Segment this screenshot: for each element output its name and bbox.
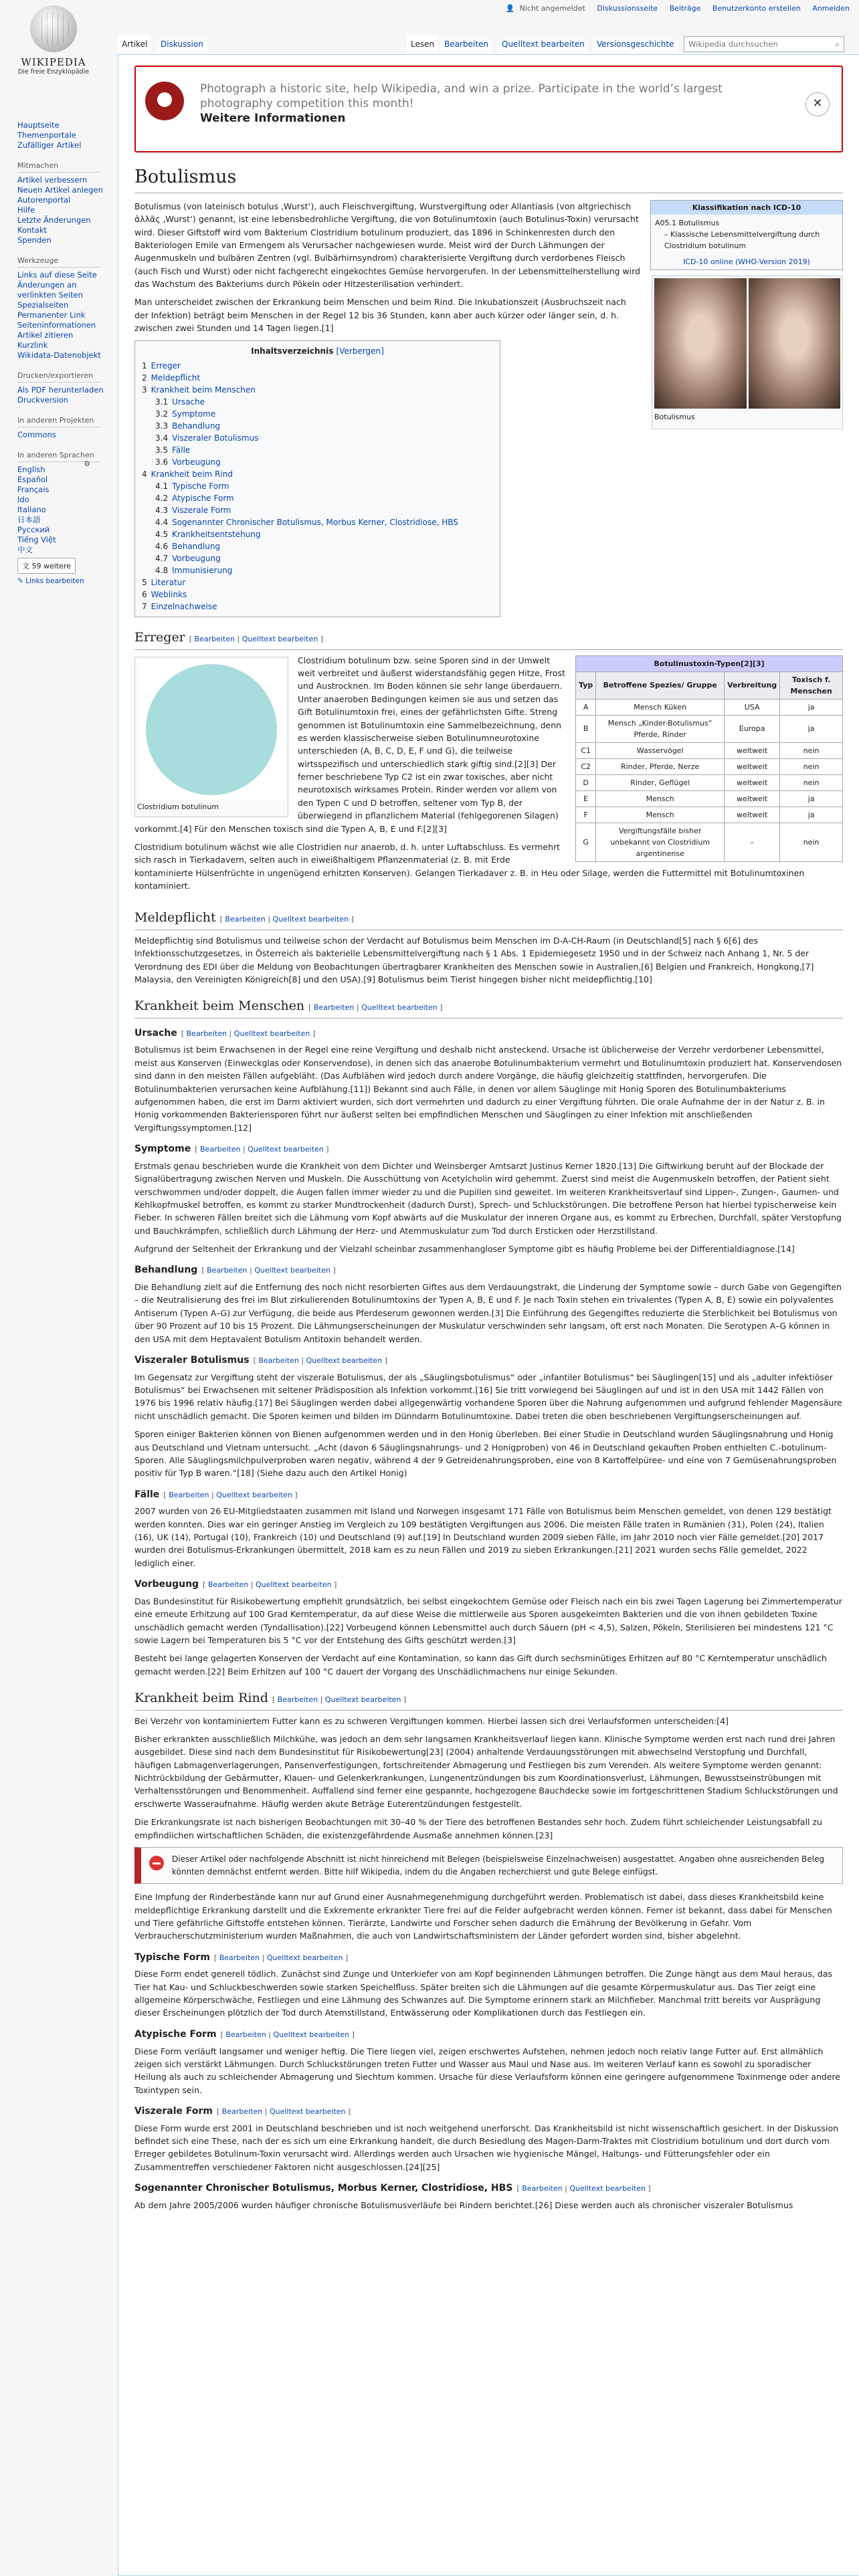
toc-entry[interactable] xyxy=(142,384,493,396)
subsection-heading: Fälle [ Bearbeiten | Quelltext bearbeiten ] xyxy=(134,1489,298,1500)
table-cell: D xyxy=(576,775,596,791)
sidebar-item[interactable]: Spenden xyxy=(17,235,52,245)
toc-link[interactable]: Fälle xyxy=(172,445,191,455)
edit-section-link[interactable]: Bearbeiten xyxy=(186,1029,227,1038)
banner-text: Photograph a historic site, help Wikipedia, and win a prize. Participate in the world’s largest photography competition this month! xyxy=(200,82,723,110)
table-cell: weltweit xyxy=(725,758,780,774)
page-tabs xyxy=(118,27,859,54)
table-cell: USA xyxy=(725,699,780,715)
sidebar-item[interactable]: Kontakt xyxy=(17,225,47,235)
sidebar-item[interactable]: Letzte Änderungen xyxy=(17,215,91,225)
toc-number: 7 xyxy=(142,602,147,612)
edit-source-link[interactable]: Quelltext bearbeiten xyxy=(216,1490,292,1499)
edit-source-link[interactable]: Quelltext bearbeiten xyxy=(256,1580,332,1590)
paragraph: Diese Form endet generell tödlich. Zunächst sind Zunge und Unterkiefer von am Kopf beginnenden Lähmungen betroffen. Die Zunge hängt aus dem Maul heraus, das Tier hat Kau- und Schluckbeschwerden sowie starken Speichelfluss. Später breiten sich die Lähmungen auf die gesamte Körpermuskulatur aus. Das Tier zeigt eine allgemeine Körperschwäche, Festliegen und eine Lähmung des Schwanzes auf. Die Symptome erinnern stark an Milchfieber. Manchmal tritt bereits vor Ausprägung dieser Erscheinungen plötzlich der Tod durch Atemstillstand, Entwässerung oder Komplikationen durch das Festliegen ein. xyxy=(134,1969,832,2018)
subsection-heading: Atypische Form [ Bearbeiten | Quelltext bearbeiten ] xyxy=(134,2028,355,2040)
paragraph: Botulismus ist beim Erwachsenen in der Regel eine reine Vergiftung und deshalb nicht ansteckend. Ursache ist üblicherweise der Verzehr verdorbener Lebensmittel, meist aus Konserven (Einweckglas oder Konservendose), in denen sich das anaerobe Botulinumbakterium vermehrt und Botulinumtoxin produziert hat. Konservendosen sind dann in den meisten Fällen aufgebläht. (Das Aufblähen wird jedoch durch andere Vorgänge, die häufig gleichzeitig stattfinden, hervorgerufen. Die Botulinumbakterien verursachen keine Aufblähung.[11]) Bekannt sind auch Fälle, in denen vor allem Säuglinge mit Honig Sporen des Botulinumbakteriums aufgenommen haben, die erst im Darm aktiviert wurden, sich dort vermehrten und dadurch zu einer Vergiftung führten. Die orale Aufnahme der in der Natur z. B. in Honig vorkommenden Bakteriensporen führt nur äußerst selten bei empfindlichen Menschen und Säuglingen zu einer Infektion mit anschließenden Vergiftungssymptomen.[12] xyxy=(134,1045,842,1133)
contributions-link[interactable]: Beiträge xyxy=(669,4,701,13)
lang-link[interactable]: 中文 xyxy=(17,545,33,554)
paragraph: Im Gegensatz zur Vergiftung steht der viszerale Botulismus, der als „Säuglingsbotulismus“ oder „infantiler Botulismus“ bei Säuglingen[15] und als „adulter infektiöser Botulismus“ bei Erwachsenen mit seltener Prädisposition als Infektion vorkommt.[16] Sie tritt vorwiegend bei Säuglingen auf und ist in den USA mit 1442 Fällen von 1976 bis 1996 relativ häufig.[17] Bei Säuglingen werden dabei allgegenwärtig vorhandene Sporen über die Nahrung aufgenommen und aufgrund fehlender Magensäure nicht unschädlich gemacht. Die Sporen keimen und bilden im Dünndarm Botulinumtoxine. Dabei treten die oben beschriebenen Vergiftungserscheinungen auf. xyxy=(134,1372,842,1421)
edit-source-link[interactable]: Quelltext bearbeiten xyxy=(272,915,349,924)
edit-section-link[interactable]: Bearbeiten xyxy=(277,1695,318,1705)
edit-source-link[interactable]: Quelltext bearbeiten xyxy=(361,1003,438,1012)
sidebar-other-projects xyxy=(0,416,114,440)
toc-number: 4.3 xyxy=(155,506,169,516)
toc-entry[interactable] xyxy=(142,540,493,552)
sidebar-item-commons[interactable]: Commons xyxy=(17,430,56,439)
botulism-photo[interactable] xyxy=(652,276,843,429)
table-cell: Rinder, Geflügel xyxy=(596,775,725,791)
figure-caption: Clostridium botulinum xyxy=(137,802,219,811)
table-row xyxy=(576,758,843,774)
toc-link[interactable]: Viszeraler Botulismus xyxy=(172,433,259,443)
paragraph: Erstmals genau beschrieben wurde die Krankheit von dem Dichter und Weinsberger Amtsarzt Justinus Kerner 1820.[13] Die Giftwirkung beruht auf der Blockade der Signalübertragung zwischen Nerven und Muskeln. Die Ausschüttung von Acetylcholin wird gehemmt. Zuerst sind meist die Augenmuskeln betroffen, der Patient sieht verschwommen und/oder doppelt, die Augen fallen immer wieder zu und die Pupillen sind geweitet. Im weiteren Krankheitsverlauf sind Lippen-, Zungen-, Gaumen- und Kehlkopfmuskel betroffen, es kommt zu starker Mundtrockenheit (dadurch Durst), Sprech- und Schluckstörungen. Die betroffene Person hat hierbei typischerweise kein Fieber. In schweren Fällen breitet sich die Lähmung vom Kopf abwärts auf die Muskulatur der inneren Organe aus, es kommt zu Erbrechen, Durchfall, später Verstopfung und Bauchkrämpfen, schließlich durch Lähmung der Herz- und Atemmuskulatur zum Tod durch Ersticken oder Herzstillstand. xyxy=(134,1160,842,1236)
table-cell: C2 xyxy=(576,758,596,774)
table-cell: weltweit xyxy=(725,742,780,758)
toc-link[interactable]: Ursache xyxy=(172,397,205,407)
sidebar-item[interactable]: Seiteninformationen xyxy=(17,320,96,330)
table-header: Verbreitung xyxy=(725,671,780,699)
edit-section-link[interactable]: Bearbeiten xyxy=(219,1953,260,1962)
toc-entry[interactable] xyxy=(142,420,493,432)
toc-number: 3.1 xyxy=(155,397,169,407)
table-cell: ja xyxy=(780,807,843,823)
table-cell: Rinder, Pferde, Nerze xyxy=(596,758,725,774)
gear-icon[interactable]: ⚙ xyxy=(84,459,90,468)
toc-link[interactable]: Vorbeugung xyxy=(172,457,221,467)
table-row xyxy=(576,699,843,715)
toc-number: 3.2 xyxy=(155,409,169,419)
table-cell: B xyxy=(576,715,596,742)
toc-number: 3.5 xyxy=(155,445,169,455)
toc-entry[interactable] xyxy=(142,576,493,588)
sidebar-item[interactable]: Als PDF herunterladen xyxy=(17,385,104,395)
edit-links-link[interactable]: ✎ Links bearbeiten xyxy=(17,577,84,585)
lang-link[interactable]: Español xyxy=(17,475,48,484)
edit-section-link[interactable]: Bearbeiten xyxy=(221,2107,263,2116)
sidebar-heading-mitmachen: Mitmachen xyxy=(17,161,101,173)
search-input[interactable] xyxy=(684,36,844,52)
section-heading: Erreger [ Bearbeiten | Quelltext bearbeiten ] xyxy=(134,628,843,649)
not-logged-in: Nicht angemeldet xyxy=(519,4,585,13)
section-heading: Krankheit beim Rind [ Bearbeiten | Quelltext bearbeiten ] xyxy=(134,1689,843,1710)
section-heading: Krankheit beim Menschen [ Bearbeiten | Quelltext bearbeiten ] xyxy=(134,996,843,1018)
toc-number: 5 xyxy=(142,578,147,588)
toc-list xyxy=(142,360,493,613)
toc-number: 3 xyxy=(142,385,147,395)
edit-source-link[interactable]: Quelltext bearbeiten xyxy=(248,1145,324,1154)
subsection-heading: Behandlung [ Bearbeiten | Quelltext bearbeiten ] xyxy=(134,1265,336,1276)
toc-link[interactable]: Behandlung xyxy=(172,542,221,552)
toc-link[interactable]: Immunisierung xyxy=(172,566,233,576)
table-cell: weltweit xyxy=(725,791,780,807)
table-cell: Mensch xyxy=(596,791,725,807)
toc-link[interactable]: Meldepflicht xyxy=(151,373,201,383)
edit-section-link[interactable]: Bearbeiten xyxy=(200,1145,241,1154)
patient-image xyxy=(654,278,840,409)
subsection-heading: Viszerale Form [ Bearbeiten | Quelltext bearbeiten ] xyxy=(134,2106,351,2117)
sidebar-item[interactable]: Autorenportal xyxy=(17,195,71,205)
subsection-heading: Ursache [ Bearbeiten | Quelltext bearbeiten ] xyxy=(134,1027,316,1039)
lang-link[interactable]: Français xyxy=(17,485,50,494)
toc-entry[interactable] xyxy=(142,516,493,528)
edit-section-link[interactable]: Bearbeiten xyxy=(225,915,266,924)
warning-icon xyxy=(149,1856,164,1870)
toc-number: 3.4 xyxy=(155,433,169,443)
table-cell: Mensch xyxy=(596,807,725,823)
toc-entry[interactable] xyxy=(142,588,493,601)
toc-link[interactable]: Atypische Form xyxy=(172,494,234,504)
bacteria-figure[interactable] xyxy=(134,657,288,817)
bacteria-image xyxy=(146,664,277,795)
erreger-paragraph: Clostridium botulinum bzw. seine Sporen sind in der Umwelt weit verbreitet und äußerst widerstandsfähig gegen Hitze, Frost und Austrocknen. Im Boden können sie sehr lange überdauern. Unter anaeroben Bedingungen keimen sie aus und setzen das Gift Botulinumtoxin frei, eines der gefährlichsten Gifte. Streng genommen ist Botulinumtoxin eine Sammelbezeichnung, denn es werden klassischerweise sieben Botulinumneurotoxine unterschieden (A, B, C, D, E, F und G), die teilweise wirtsspezifisch und unterschiedlich stark giftig sind.[2][3] Der ferner beschriebene Typ C2 ist ein zwar toxisches, aber nicht neurotoxisch wirksames Protein. Rinder werden vor allem von den Typen C und D betroffen, seltener vom Typ B, der überwiegend in pflanzlichem Material (fehlgegorenen Silagen) vorkommt.[4] Für den Menschen toxisch sind die Typen A, B, E und F.[2][3] xyxy=(134,655,565,834)
toc-entry[interactable] xyxy=(142,444,493,456)
table-row xyxy=(576,807,843,823)
toc-link[interactable]: Krankheitsentstehung xyxy=(172,530,261,540)
search-placeholder: Wikipedia durchsuchen xyxy=(688,39,778,49)
table-row xyxy=(576,715,843,742)
sidebar-navigation xyxy=(0,120,114,150)
toc-link[interactable]: Viszerale Form xyxy=(172,506,231,516)
toc-number: 4.7 xyxy=(155,554,169,564)
toc-number: 4.1 xyxy=(155,481,169,492)
table-of-contents xyxy=(134,340,500,618)
sidebar-item-zufall[interactable]: Zufälliger Artikel xyxy=(17,140,82,150)
login-link[interactable]: Anmelden xyxy=(812,4,850,13)
toc-entry[interactable] xyxy=(142,396,493,408)
table-cell: nein xyxy=(780,775,843,791)
edit-section-link[interactable]: Bearbeiten xyxy=(207,1580,249,1590)
subsection-heading: Symptome [ Bearbeiten | Quelltext bearbeiten ] xyxy=(134,1144,329,1155)
table-cell: Wasservögel xyxy=(596,742,725,758)
paragraph: Bisher erkrankten ausschließlich Milchkühe, was jedoch an dem sehr langsamen Krankheitsverlauf liegen kann. Klinische Symptome werden erst nach rund drei Jahren ausgebildet. Diese sind nach dem Bundesinstitut für Risikobewertung[23] (2004) anhaltende Verdauungsstörungen mit abwechselnd Verstopfung und Durchfall, häufigen Labmagenverlagerungen, Pansenverfestigungen, fortschreitender Abmagerung und Festliegen bis zum Verenden. Als weitere Symptome werden genannt: Nichtrückbildung der Gebärmutter, Klauen- und Gelenkerkrankungen, Lungenentzündungen bis zum Koordinationsverlust, Lähmungen, Bewusstseinstrübungen mit Verhaltensstörungen und Benommenheit. Auffallend sind ferner eine gespannte, hochgezogene Bauchdecke sowie im fortgeschrittenen Stadium Schluckstörungen und erschwerte Wasseraufnahme. Häufig werden akute Beträge Euterentzündungen festgestellt. xyxy=(134,1733,838,1809)
talk-link[interactable]: Diskussionsseite xyxy=(597,4,658,13)
toc-number: 2 xyxy=(142,373,147,383)
toc-entry[interactable] xyxy=(142,528,493,540)
tab-read[interactable]: Lesen xyxy=(407,35,438,53)
sidebar-item[interactable]: Hilfe xyxy=(17,205,35,215)
user-icon: 👤 xyxy=(505,4,515,13)
sidebar-item[interactable]: Änderungen an verlinkten Seiten xyxy=(17,280,83,300)
toc-link[interactable]: Krankheit beim Menschen xyxy=(151,385,256,395)
paragraph: Diese Form wurde erst 2001 in Deutschland beschrieben und ist noch weitgehend unerforscht. Das Krankheitsbild ist nicht wissenschaftlich gesichert. In der Diskussion befindet sich eine These, nach der es sich um eine Erkrankung handelt, die durch Besiedlung des Magen-Darm-Traktes mit Clostridium botulinum und dort durch vom Erreger gebildetes Botulinum-Toxin verursacht wird. Allerdings werden auch Ursachen wie hygienische Mängel, Haltungs- und Fütterungsfehler oder ein Zusammentreffen verschiedener Faktoren nicht ausgeschlossen.[24][25] xyxy=(134,2123,839,2172)
site-notice-banner xyxy=(134,66,843,152)
sidebar-item[interactable]: Artikel verbessern xyxy=(17,175,88,185)
tab-edit-source[interactable]: Quelltext bearbeiten xyxy=(498,35,589,53)
sidebar-item[interactable]: Permanenter Link xyxy=(17,310,86,320)
toc-link[interactable]: Literatur xyxy=(151,578,186,588)
sidebar-item[interactable]: Wikidata-Datenobjekt xyxy=(17,350,101,360)
toc-link[interactable]: Erreger xyxy=(151,361,181,371)
logo-tagline: Die freie Enzyklopädie xyxy=(17,68,90,76)
table-cell: nein xyxy=(780,758,843,774)
tab-history[interactable]: Versionsgeschichte xyxy=(593,35,678,53)
banner-link[interactable]: Weitere Informationen xyxy=(200,112,346,125)
main-content xyxy=(118,54,859,2576)
paragraph: Besteht bei lange gelagerten Konserven der Verdacht auf eine Kontamination, so kann das Gift durch sechsminütiges Erhitzen auf 80 °C Kerntemperatur unschädlich gemacht werden.[22] Beim Erhitzen auf 100 °C dauert der Vorgang des Unschädlichmachens nur einige Sekunden. xyxy=(134,1653,827,1677)
toc-number: 6 xyxy=(142,590,147,600)
table-cell: F xyxy=(576,807,596,823)
toc-entry[interactable] xyxy=(142,360,493,372)
create-account-link[interactable]: Benutzerkonto erstellen xyxy=(712,4,801,13)
edit-section-link[interactable]: Bearbeiten xyxy=(207,1266,248,1275)
table-cell: Vergiftungsfälle bisher unbekannt von Clostridium argentinense xyxy=(596,823,725,862)
table-cell: ja xyxy=(780,791,843,807)
sidebar-item[interactable]: Druckversion xyxy=(17,395,68,405)
sidebar-item[interactable]: Kurzlink xyxy=(17,340,48,350)
edit-section-link[interactable]: Bearbeiten xyxy=(258,1356,299,1365)
edit-source-link[interactable]: Quelltext bearbeiten xyxy=(242,635,318,644)
edit-source-link[interactable]: Quelltext bearbeiten xyxy=(254,1266,330,1275)
photo-caption: Botulismus xyxy=(654,413,695,422)
sidebar-item-themenportale[interactable]: Themenportale xyxy=(17,130,76,140)
more-languages-button[interactable]: 文 59 weitere xyxy=(17,558,76,574)
sidebar-heading-languages: In anderen Sprachen ⚙ xyxy=(17,451,101,462)
table-caption: Botulinustoxin-Typen[2][3] xyxy=(576,655,843,671)
edit-section-link[interactable]: Bearbeiten xyxy=(194,635,235,644)
page-title: Botulismus xyxy=(134,163,843,193)
table-cell: G xyxy=(576,823,596,862)
toc-entry[interactable] xyxy=(142,408,493,420)
toc-entry[interactable] xyxy=(142,456,493,468)
toc-link[interactable]: Krankheit beim Rind xyxy=(151,469,233,479)
edit-section-link[interactable]: Bearbeiten xyxy=(225,2030,266,2039)
sidebar xyxy=(0,120,114,597)
edit-section-link[interactable]: Bearbeiten xyxy=(169,1490,209,1499)
edit-source-link[interactable]: Quelltext bearbeiten xyxy=(269,2107,346,2116)
toc-link[interactable]: Behandlung xyxy=(172,421,221,431)
meldepflicht-paragraph: Meldepflichtig sind Botulismus und teilweise schon der Verdacht auf Botulismus beim Menschen im D-A-CH-Raum (in Deutschland[5] nach § 6[6] des Infektionsschutzgesetzes, in Österreich als bakterielle Lebensmittelvergiftung nach § 1 Abs. 1 Epidemiegesetz 1950 und in der Schweiz nach Anhang 1, Nr. 5 der Verordnung des EDI über die Meldung von Beobachtungen übertragbarer Krankheiten des Menschen sowie in Australien,[6] Belgien und Frankreich, Hongkong,[7] Malaysia, den Vereinigten Königreich[8] und den USA).[9] Botulismus beim Tierist hingegen bisher nicht meldepflichtig.[10] xyxy=(134,935,814,984)
sidebar-werkzeuge xyxy=(0,256,114,360)
subsection-heading: Viszeraler Botulismus [ Bearbeiten | Quelltext bearbeiten ] xyxy=(134,1354,387,1366)
table-cell: – xyxy=(725,823,780,862)
table-cell: E xyxy=(576,791,596,807)
sidebar-item-hauptseite[interactable]: Hauptseite xyxy=(17,120,60,130)
toc-number: 4 xyxy=(142,469,147,479)
paragraph: 2007 wurden von 26 EU-Mitgliedstaaten zusammen mit Island und Norwegen insgesamt 171 Fälle von Botulismus beim Menschen gemeldet, von denen 129 bestätigt werden konnten. Dies war ein geringer Anstieg im Vergleich zu 109 bestätigten Vergiftungen aus 2006. Die meisten Fälle traten in Rumänien (31), Polen (24), Italien (16), UK (14), Portugal (10), Frankreich (10) und Deutschland (9) auf.[19] In Deutschland wurden 2009 sieben Fälle, im Jahr 2010 noch vier Fälle gemeldet.[20] 2017 wurden drei Botulismus-Erkrankungen übermittelt, 2018 kam es zu neun Fällen und 2019 zu sieben Erkrankungen.[21] 2021 wurden sechs Fälle gemeldet, 2022 lediglich einer. xyxy=(134,1506,832,1568)
subsection-heading: Typische Form [ Bearbeiten | Quelltext bearbeiten ] xyxy=(134,1951,349,1963)
tab-talk[interactable]: Diskussion xyxy=(157,35,207,53)
table-cell: A xyxy=(576,699,596,715)
intro-paragraph: Man unterscheidet zwischen der Erkrankung beim Menschen und beim Rind. Die Inkubationszeit (Ausbruchszeit nach der Infektion) beträgt beim Menschen in der Regel 12 bis 36 Stunden, kann aber auch kürzer oder länger sein, d. h. zwischen zwei Stunden und 14 Tagen liegen.[1] xyxy=(134,297,626,334)
search-icon[interactable]: ⌕ xyxy=(835,39,840,49)
wiki-loves-monuments-logo xyxy=(145,82,184,120)
lang-link[interactable]: Tiếng Việt xyxy=(17,535,56,544)
edit-source-link[interactable]: Quelltext bearbeiten xyxy=(306,1356,383,1365)
intro-paragraph: Botulismus (von lateinisch botulus ‚Wurst‘), auch Fleischvergiftung, Wurstvergiftung oder Allantiasis (von altgriechisch ἀλλᾶς ‚Wurst‘) genannt, ist eine lebensbedrohliche Vergiftung, die von Botulinumtoxin (auch Botulinus-Toxin) verursacht wird. Dieser Giftstoff wird vom Bakterium Clostridium botulinum produziert, das 1896 in Schinkenresten durch den Bakteriologen Emile van Ermengem als Verursacher nachgewiesen wurde. Meist wird der Durch Lähmungen der Augenmuskeln und bulbären Zentren (vgl. Bulbärhirnsyndrom) charakterisierte Vergiftung durch verdorbenes Fleisch (auch Fisch und Wurst) oder nicht fachgerecht eingekochtes Gemüse hervorgerufen. In der Lebensmittelherstellung wird das Wachstum des Bakteriums durch Pökeln oder Hitzesterilisation verhindert. xyxy=(134,201,640,290)
personal-tools xyxy=(496,4,850,13)
sidebar-print xyxy=(0,371,114,405)
table-body xyxy=(576,699,843,862)
edit-section-link[interactable]: Bearbeiten xyxy=(313,1003,355,1012)
logo-wordmark: WIKIPEDIA xyxy=(21,56,86,68)
subsection-heading: Vorbeugung [ Bearbeiten | Quelltext bearbeiten ] xyxy=(134,1579,337,1590)
toxin-type-table xyxy=(575,655,843,863)
table-cell: weltweit xyxy=(725,775,780,791)
tab-article[interactable]: Artikel xyxy=(118,35,151,53)
sidebar-heading-werkzeuge: Werkzeuge xyxy=(17,256,101,267)
edit-source-link[interactable]: Quelltext bearbeiten xyxy=(266,1953,343,1962)
erreger-paragraph: Clostridium botulinum wächst wie alle Clostridien nur anaerob, d. h. unter Luftabschluss. Es vermehrt sich rasch in Tierkadavern, selten auch in eiweißhaltigem Pflanzenmaterial (z. B. mit Erde kontaminierte Hülsenfrüchte in ungenügend erhitzten Konserven). Gelangen Tierkadaver z. B. in Heu oder Silage, werden die Futtermittel mit Botulinumtoxinen kontaminiert. xyxy=(134,841,805,891)
table-cell: Europa xyxy=(725,715,780,742)
classification-infobox xyxy=(650,200,843,270)
sidebar-heading-other: In anderen Projekten xyxy=(17,416,101,427)
sidebar-item[interactable]: Neuen Artikel anlegen xyxy=(17,185,103,195)
sidebar-heading-print: Drucken/exportieren xyxy=(17,371,101,383)
toc-entry[interactable] xyxy=(142,432,493,444)
toc-link[interactable]: Vorbeugung xyxy=(172,554,221,564)
edit-source-link[interactable]: Quelltext bearbeiten xyxy=(233,1029,310,1038)
sidebar-item[interactable]: Links auf diese Seite xyxy=(17,270,97,280)
lang-link[interactable]: Ido xyxy=(17,495,29,504)
table-row xyxy=(576,775,843,791)
subsection-heading: Sogenannter Chronischer Botulismus, Morbus Kerner, Clostridiose, HBS [ Bearbeiten | Quelltext bearbeiten ] xyxy=(134,2183,651,2194)
table-cell: Mensch Küken xyxy=(596,699,725,715)
toc-number: 3.3 xyxy=(155,421,169,431)
edit-source-link[interactable]: Quelltext bearbeiten xyxy=(324,1695,401,1705)
toc-entry[interactable] xyxy=(142,552,493,564)
icd-code: A05.1 Botulismus xyxy=(655,218,720,227)
toc-link[interactable]: Typische Form xyxy=(172,481,229,492)
tab-edit[interactable]: Bearbeiten xyxy=(440,35,492,53)
section-heading: Meldepflicht [ Bearbeiten | Quelltext bearbeiten ] xyxy=(134,908,843,930)
table-cell: C1 xyxy=(576,742,596,758)
table-header: Typ xyxy=(576,671,596,699)
infobox-header: Klassifikation nach ICD-10 xyxy=(651,201,842,215)
edit-source-link[interactable]: Quelltext bearbeiten xyxy=(569,2184,646,2193)
table-cell: ja xyxy=(780,699,843,715)
toc-link[interactable]: Symptome xyxy=(172,409,216,419)
toc-title: Inhaltsverzeichnis xyxy=(251,346,334,356)
paragraph: Eine Impfung der Rinderbestände kann nur auf Grund einer Ausnahmegenehmigung durchgeführt werden. Problematisch ist dabei, dass dieses Krankheitsbild keine meldepflichtige Erkrankung darstellt und die Exkremente erkrankter Tiere frei auf die Felder aufgebracht werden können. Ferner ist bekannt, dass dabei für Menschen und Tiere gefährliche Giftstoffe entstehen können. Tierärzte, Landwirte und Forscher sehen dadurch die Ernährung der Bevölkerung in Gefahr. Vom Verbraucherschutzministerium wurden Maßnahmen, die auch von Landwirtschaftsministern der Länder gefordert worden sind, bisher abgelehnt. xyxy=(134,1892,832,1941)
table-cell: ja xyxy=(780,715,843,742)
toc-number: 4.8 xyxy=(155,566,169,576)
toc-entry[interactable] xyxy=(142,480,493,492)
paragraph: Sporen einiger Bakterien können von Bienen aufgenommen werden und in den Honig überleben. Bei einer Studie in Deutschland wurden Säuglingsnahrung und Honig aus Deutschland und Vietnam untersucht. „Acht (davon 6 Säuglingsnahrungs- und 2 Honigproben) von 46 in Deutschland gekauften Proben enthielten C.-botulinum-Sporen. Alle Säuglingsmilchpulverproben waren negativ, während 4 der 9 Getreidenahrungsproben, eine von 8 Kartoffelpüree- und eine von 7 Gemüsenahrungsproben positiv für Typ B waren.“[18] (Siehe dazu auch den Artikel Honig) xyxy=(134,1429,837,1479)
toc-number: 3.6 xyxy=(155,457,169,467)
toc-link[interactable]: Einzelnachweise xyxy=(151,602,217,612)
paragraph: Bei Verzehr von kontaminiertem Futter kann es zu schweren Vergiftungen kommen. Hierbei lassen sich drei Verlaufsformen unterscheiden:[4] xyxy=(134,1715,729,1726)
sidebar-languages xyxy=(0,451,114,586)
toc-number: 4.5 xyxy=(155,530,169,540)
sidebar-item[interactable]: Artikel zitieren xyxy=(17,330,74,340)
toc-number: 4.6 xyxy=(155,542,169,552)
edit-source-link[interactable]: Quelltext bearbeiten xyxy=(273,2030,350,2039)
lang-link[interactable]: 日本語 xyxy=(17,515,41,524)
icd-online-link[interactable]: ICD-10 online (WHO-Version 2019) xyxy=(683,257,810,267)
table-cell: nein xyxy=(780,823,843,862)
toc-hide-button[interactable]: [Verbergen] xyxy=(336,346,384,356)
toc-entry[interactable] xyxy=(142,492,493,504)
sidebar-mitmachen xyxy=(0,161,114,245)
toc-entry[interactable] xyxy=(142,372,493,384)
wikipedia-logo[interactable] xyxy=(10,5,97,76)
table-row xyxy=(576,742,843,758)
toc-entry[interactable] xyxy=(142,601,493,613)
table-cell: weltweit xyxy=(725,807,780,823)
table-header: Betroffene Spezies/ Gruppe xyxy=(596,671,725,699)
table-row xyxy=(576,823,843,862)
lang-link[interactable]: Русский xyxy=(17,525,50,534)
table-cell: Mensch „Kinder-Botulismus“ Pferde, Rinder xyxy=(596,715,725,742)
sources-needed-notice xyxy=(134,1847,843,1884)
toc-link[interactable]: Weblinks xyxy=(151,590,187,600)
toc-number: 1 xyxy=(142,361,147,371)
table-row xyxy=(576,791,843,807)
table-header: Toxisch f. Menschen xyxy=(780,671,843,699)
paragraph: Die Erkrankungsrate ist nach bisherigen Beobachtungen mit 30–40 % der Tiere des betroffenen Bestandes sehr hoch. Zudem führt schleichender Leistungsabfall zu empfindlichen wirtschaftlichen Schäden, die existenzgefährdende Ausmaße annehmen können.[23] xyxy=(134,1817,822,1840)
notice-text: Dieser Artikel oder nachfolgende Abschnitt ist nicht hinreichend mit Belegen (beispielsweise Einzelnachweisen) ausgestattet. Angaben ohne ausreichenden Beleg könnten demnächst entfernt werden. Bitte hilf Wikipedia, indem du die Angaben recherchierst und gute Belege einfügst. xyxy=(172,1854,825,1876)
paragraph: Diese Form verläuft langsamer und weniger heftig. Die Tiere liegen viel, zeigen erschwertes Aufstehen, nehmen jedoch noch relativ lange Futter auf. Erst allmählich zeigen sich verstärkt Lähmungen. Durch Schluckstörungen treten Futter und Wasser aus Maul und Nase aus. Im weiteren Verlauf kann es sowohl zu sporadischer Heilung als auch zu schleichender Abmagerung und Siechtum kommen. Ursache für diese Verlaufsform können eine geringere aufgenommene Toxinmenge oder andere Toxintypen sein. xyxy=(134,2046,841,2095)
toc-number: 4.2 xyxy=(155,494,169,504)
lang-link[interactable]: Italiano xyxy=(17,505,46,514)
toc-number: 4.4 xyxy=(155,518,169,528)
toc-entry[interactable] xyxy=(142,564,493,576)
toc-link[interactable]: Sogenannter Chronischer Botulismus, Morbus Kerner, Clostridiose, HBS xyxy=(172,518,458,528)
edit-section-link[interactable]: Bearbeiten xyxy=(522,2184,563,2193)
table-cell: nein xyxy=(780,742,843,758)
sidebar-item[interactable]: Spezialseiten xyxy=(17,300,69,310)
paragraph: Aufgrund der Seltenheit der Erkrankung und der Vielzahl scheinbar zusammenhangloser Symptome gibt es häufig Probleme bei der Differentialdiagnose.[14] xyxy=(134,1244,795,1254)
puzzle-globe-icon xyxy=(30,5,77,52)
toc-entry[interactable] xyxy=(142,468,493,480)
icd-description: – Klassische Lebensmittelvergiftung durch Clostridium botulinum xyxy=(664,229,820,250)
paragraph: Das Bundesinstitut für Risikobewertung empfiehlt grundsätzlich, bei selbst eingekochtem Gemüse oder Fleisch nach ein bis zwei Tagen Lagerung bei Zimmertemperatur eine erneute Erhitzung auf 100 Grad Kerntemperatur, da auf diese Weise die mittlerweile aus Sporen ausgekeimten Bakterien und die von ihnen gebildeten Toxine unschädlich gemacht werden (Tyndallisation).[22] Vorbeugend können Lebensmittel auch durch Säuern (pH < 4,5), Salzen, Pökeln, Sterilisieren bei mindestens 121 °C sowie Lagern bei Temperaturen bis 5 °C vor der Entstehung des Gifts geschützt werden.[3] xyxy=(134,1596,842,1645)
lang-link[interactable]: English xyxy=(17,465,45,474)
close-icon[interactable]: ✕ xyxy=(805,92,830,116)
paragraph: Die Behandlung zielt auf die Entfernung des noch nicht resorbierten Giftes aus dem Verdauungstrakt, die Linderung der Symptome sowie – durch Gabe von Gegengiften – die Neutralisierung des frei im Blut zirkulierenden Botulinumtoxins der Typen A, B, E und F. Je nach Toxin stehen ein trivalentes (Typen A, B, E) sowie ein polyvalentes Antiserum (Typen A–G) zur Verfügung, die beide aus Pferdeserum gewonnen werden.[3] Die Einführung des Gegengiftes reduzierte die Sterblichkeit bei Botulismus von über 90 Prozent auf 10 bis 15 Prozent. Die Lähmungserscheinungen der Muskulatur verschwinden sehr langsam, oft erst nach Monaten. Die Serotypen A–G können in den USA mit dem Heptavalent Botulism Antitoxin behandelt werden. xyxy=(134,1282,842,1344)
toc-entry[interactable] xyxy=(142,504,493,516)
paragraph: Ab dem Jahre 2005/2006 wurden häufiger chronische Botulismusverläufe bei Rindern berichtet.[26] Diese werden auch als chronischer viszeraler Botulismus xyxy=(134,2199,793,2210)
